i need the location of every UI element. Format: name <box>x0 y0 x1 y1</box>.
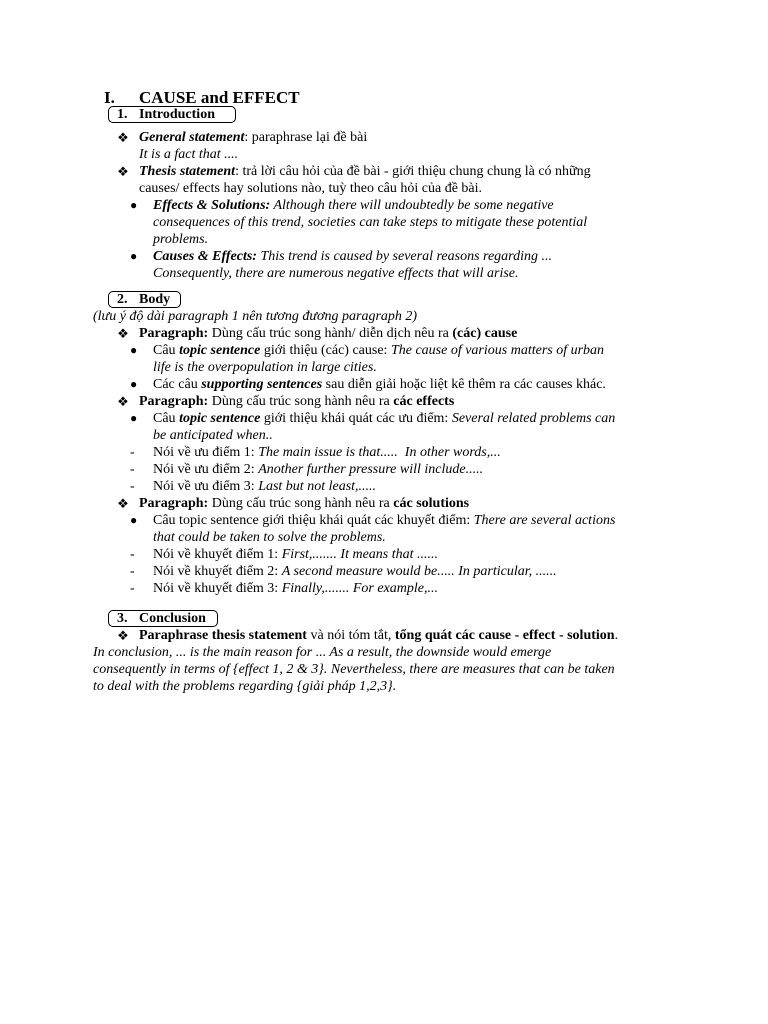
general-statement-text <box>139 129 367 146</box>
thesis-statement <box>0 163 768 180</box>
text-run: Câu <box>153 343 180 358</box>
diamond-bullet-icon: ❖ <box>117 130 129 145</box>
paragraph-cause-text <box>139 325 517 342</box>
text-run: Câu <box>153 411 180 426</box>
diamond-bullet-icon: ❖ <box>117 628 129 643</box>
text-run: Nói về khuyết điểm 2: <box>153 564 282 579</box>
introduction-label: Introduction <box>139 107 215 122</box>
example-text: be anticipated when.. <box>153 428 273 443</box>
supporting-sentences-term: supporting sentences <box>201 377 323 392</box>
dash-icon: - <box>130 581 135 596</box>
cause-topic-text <box>153 342 604 359</box>
text-run: sau diễn giải hoặc liệt kê thêm ra các causes khác. <box>322 377 606 392</box>
thesis-text-line-1: : trả lời câu hỏi của đề bài - giới thiệu chung chung là có những <box>235 164 591 179</box>
thesis-text-line-2: causes/ effects hay solutions nào, tuỳ theo câu hỏi của đề bài. <box>139 181 483 196</box>
effects-topic-item <box>0 410 768 427</box>
cause-topic-item <box>0 342 768 359</box>
effects-solutions-line-3: problems. <box>153 232 209 247</box>
topic-sentence-term: topic sentence <box>179 343 261 358</box>
effects-topic-line-2 <box>0 427 768 444</box>
conclusion-box <box>108 610 218 627</box>
bullet-icon: ● <box>130 411 138 425</box>
solution-item-3-text <box>153 580 438 597</box>
bullet-icon: ● <box>130 513 138 527</box>
diamond-bullet-icon: ❖ <box>117 496 129 511</box>
effect-item-2 <box>0 461 768 478</box>
effects-solutions-line-2: consequences of this trend, societies can take steps to mitigate these potential <box>153 215 588 230</box>
text-run: Nói về khuyết điểm 3: <box>153 581 282 596</box>
paragraph-effects-text <box>139 393 454 410</box>
causes-effects-line-2-row <box>0 265 768 282</box>
conclusion-section <box>0 610 768 695</box>
bullet-icon: ● <box>130 249 138 263</box>
solution-item-3 <box>0 580 768 597</box>
effects-solutions-line-2-row <box>0 214 768 231</box>
example-text: First,....... It means that ...... <box>281 547 439 562</box>
dash-icon: - <box>130 445 135 460</box>
thesis-statement-label: Thesis statement <box>139 164 236 179</box>
text-run: Nói về ưu điểm 2: <box>153 462 259 477</box>
effects-topic-text <box>153 410 615 427</box>
paragraph-solutions-text <box>139 495 469 512</box>
thesis-statement-text <box>139 163 591 180</box>
body-box <box>108 291 181 308</box>
example-text: The cause of various matters of urban <box>390 343 605 358</box>
example-text: that could be taken to solve the problems. <box>153 530 386 545</box>
effect-item-2-text <box>153 461 483 478</box>
summary-term: tổng quát các cause - effect - solution <box>394 628 615 643</box>
general-statement-label: General statement <box>139 130 245 145</box>
solutions-topic-line-2 <box>0 529 768 546</box>
bullet-icon: ● <box>130 377 138 391</box>
text-run: giới thiệu (các) cause: <box>260 343 391 358</box>
example-text: A second measure would be..... In particular, ...... <box>281 564 557 579</box>
paragraph-cause <box>0 325 768 342</box>
conclusion-example-2 <box>0 661 768 678</box>
text-run: Các câu <box>153 377 202 392</box>
causes-effects-text <box>153 248 552 265</box>
text-run: Câu topic sentence giới thiệu khái quát các khuyết điểm: <box>153 513 474 528</box>
example-text: There are several actions <box>473 513 616 528</box>
text-run: . <box>614 628 619 643</box>
paragraph-label: Paragraph: <box>139 394 209 409</box>
paragraph-desc: Dùng cấu trúc song hành/ diễn dịch nêu ra <box>208 326 453 341</box>
example-text: Several related problems can <box>451 411 616 426</box>
general-statement-desc: : paraphrase lại đề bài <box>244 130 368 145</box>
body-label: Body <box>139 292 171 307</box>
body-section <box>0 291 768 597</box>
effect-item-3-text <box>153 478 376 495</box>
conclusion-paraphrase <box>0 627 768 644</box>
paragraph-label: Paragraph: <box>139 326 209 341</box>
effects-solutions-text <box>153 197 554 214</box>
introduction-number: 1. <box>117 107 128 122</box>
conclusion-example-3 <box>0 678 768 695</box>
section-heading <box>104 88 300 108</box>
solution-item-2-text <box>153 563 557 580</box>
paragraph-effects <box>0 393 768 410</box>
causes-effects-item <box>0 248 768 265</box>
paragraph-solutions <box>0 495 768 512</box>
effects-solutions-label: Effects & Solutions: <box>153 198 271 213</box>
diamond-bullet-icon: ❖ <box>117 164 129 179</box>
text-run: Nói về ưu điểm 3: <box>153 479 259 494</box>
paragraph-keyword: (các) cause <box>452 326 518 341</box>
example-text: The main issue is that..... In other words,... <box>258 445 501 460</box>
solution-item-1 <box>0 546 768 563</box>
paragraph-desc: Dùng cấu trúc song hành nêu ra <box>208 496 394 511</box>
example-text: Finally,....... For example,... <box>281 581 439 596</box>
solutions-topic-item <box>0 512 768 529</box>
effect-item-3 <box>0 478 768 495</box>
section-title: CAUSE and EFFECT <box>139 88 300 107</box>
introduction-box <box>108 106 236 123</box>
effects-solutions-line-3-row <box>0 231 768 248</box>
effects-solutions-line-1: Although there will undoubtedly be some negative <box>270 198 554 213</box>
paraphrase-term: Paraphrase thesis statement <box>139 628 307 643</box>
text-run: giới thiệu khái quát các ưu điểm: <box>260 411 452 426</box>
bullet-icon: ● <box>130 343 138 357</box>
dash-icon: - <box>130 462 135 477</box>
conclusion-paraphrase-text <box>139 627 618 644</box>
dash-icon: - <box>130 547 135 562</box>
paragraph-label: Paragraph: <box>139 496 209 511</box>
solution-item-2 <box>0 563 768 580</box>
example-text: to deal with the problems regarding {giải pháp 1,2,3}. <box>93 679 397 694</box>
solutions-topic-text <box>153 512 615 529</box>
example-text: life is the overpopulation in large cities. <box>153 360 377 375</box>
solution-item-1-text <box>153 546 438 563</box>
topic-sentence-term: topic sentence <box>179 411 261 426</box>
thesis-statement-line-2 <box>0 180 768 197</box>
dash-icon: - <box>130 479 135 494</box>
conclusion-label: Conclusion <box>139 611 206 626</box>
effects-solutions-item <box>0 197 768 214</box>
paragraph-desc: Dùng cấu trúc song hành nêu ra <box>208 394 394 409</box>
text-run: Nói về khuyết điểm 1: <box>153 547 282 562</box>
effect-item-1-text <box>153 444 501 461</box>
conclusion-number: 3. <box>117 611 128 626</box>
example-text: consequently in terms of {effect 1, 2 & 3}. Nevertheless, there are measures that can be taken <box>93 662 615 677</box>
body-note <box>0 308 768 325</box>
conclusion-example-1 <box>0 644 768 661</box>
general-example-text: It is a fact that .... <box>139 147 239 162</box>
section-number: I. <box>104 88 115 107</box>
paragraph-keyword: các solutions <box>393 496 470 511</box>
general-statement <box>0 129 768 146</box>
body-number: 2. <box>117 292 128 307</box>
cause-topic-line-2 <box>0 359 768 376</box>
example-text: Another further pressure will include..... <box>258 462 484 477</box>
text-run: và nói tóm tắt, <box>306 628 395 643</box>
bullet-icon: ● <box>130 198 138 212</box>
example-text: In conclusion, ... is the main reason for ... As a result, the downside would emerge <box>93 645 552 660</box>
diamond-bullet-icon: ❖ <box>117 326 129 341</box>
general-statement-example <box>0 146 768 163</box>
body-note-text: (lưu ý độ dài paragraph 1 nên tương đương paragraph 2) <box>93 309 418 324</box>
causes-effects-label: Causes & Effects: <box>153 249 257 264</box>
supporting-text <box>153 376 606 393</box>
supporting-item <box>0 376 768 393</box>
introduction-section <box>0 106 768 282</box>
causes-effects-line-1: This trend is caused by several reasons regarding ... <box>256 249 552 264</box>
text-run: Nói về ưu điểm 1: <box>153 445 259 460</box>
diamond-bullet-icon: ❖ <box>117 394 129 409</box>
example-text: Last but not least,..... <box>258 479 377 494</box>
effect-item-1 <box>0 444 768 461</box>
dash-icon: - <box>130 564 135 579</box>
paragraph-keyword: các effects <box>393 394 455 409</box>
causes-effects-line-2: Consequently, there are numerous negative effects that will arise. <box>153 266 519 281</box>
